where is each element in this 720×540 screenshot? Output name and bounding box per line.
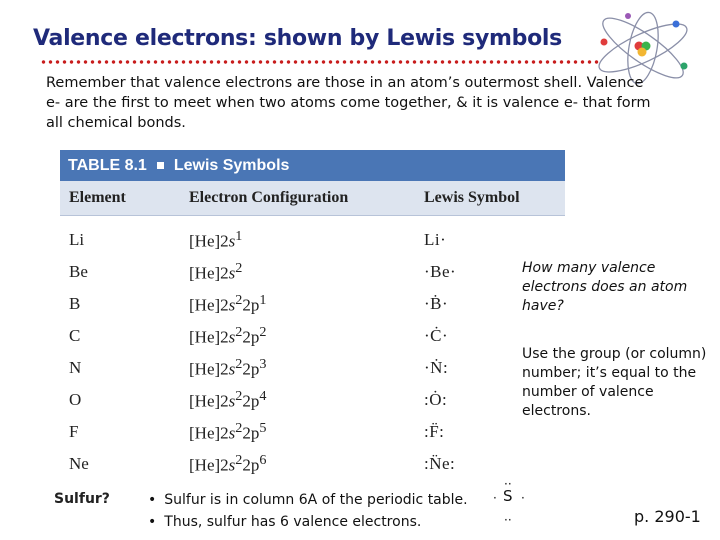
table-row	[60, 256, 565, 288]
sulfur-lewis-symbol	[490, 478, 530, 528]
sulfur-symbol: S	[503, 487, 513, 505]
symbol-cell: ·Ċ·	[424, 326, 449, 345]
sulfur-label: Sulfur?	[54, 491, 110, 507]
config-cell: $[He]2s^2$	[189, 260, 243, 283]
config-cell: $[He]2s^1$	[189, 228, 243, 251]
table-row	[60, 224, 565, 256]
table-row	[60, 352, 565, 384]
config-cell: $[He]2s^22p^1$	[189, 292, 267, 315]
element-cell: C	[69, 326, 81, 345]
config-cell: $[He]2s^22p^3$	[189, 356, 267, 379]
table-row	[60, 384, 565, 416]
square-icon	[157, 162, 164, 169]
table-subtitle: Lewis Symbols	[173, 156, 290, 174]
symbol-cell: ·Ṅ:	[424, 358, 449, 377]
column-headers	[60, 181, 565, 216]
element-cell: N	[69, 358, 82, 377]
intro-text: Remember that valence electrons are those in an atom’s outermost shell. Valence e- are the first to meet when two atoms come together, & it is valence e- that form all chemical bonds.	[46, 75, 651, 131]
electron-dots-bottom: ··	[504, 513, 512, 527]
bullet-item: • Thus, sulfur has 6 valence electrons.	[148, 511, 468, 533]
element-cell: Li	[69, 230, 85, 249]
table-row	[60, 320, 565, 352]
slide-title: Valence electrons: shown by Lewis symbols	[33, 26, 562, 51]
lewis-table	[60, 150, 565, 478]
config-cell: $[He]2s^22p^4$	[189, 388, 267, 411]
answer-text: Use the group (or column) number; it’s equal to the number of valence electrons.	[522, 346, 707, 419]
element-cell: F	[69, 422, 79, 441]
table-row	[60, 416, 565, 448]
bullet-item: • Sulfur is in column 6A of the periodic table.	[148, 489, 468, 511]
column-header-symbol: Lewis Symbol	[424, 189, 520, 206]
table-header	[60, 150, 565, 181]
symbol-cell: :F̈:	[424, 422, 445, 441]
config-cell: $[He]2s^22p^2$	[189, 324, 267, 347]
symbol-cell: :Ȯ:	[424, 390, 448, 409]
electron-dot-left: ·	[493, 491, 497, 505]
electron-dot-right: ·	[521, 491, 525, 505]
dotted-divider	[40, 58, 600, 66]
symbol-cell: Li·	[424, 230, 447, 249]
element-cell: B	[69, 294, 81, 313]
column-header-config: Electron Configuration	[189, 189, 349, 206]
config-cell: $[He]2s^22p^5$	[189, 420, 267, 443]
config-cell: $[He]2s^22p^6$	[189, 452, 267, 475]
element-cell: Be	[69, 262, 88, 281]
question-text: How many valence electrons does an atom have?	[522, 260, 688, 314]
electron-dots-top: ··	[504, 477, 512, 491]
symbol-cell: ·Ḃ·	[424, 294, 449, 313]
symbol-cell: ·Be·	[424, 262, 457, 281]
element-cell: Ne	[69, 454, 89, 473]
table-body	[60, 216, 565, 480]
table-number: TABLE 8.1	[68, 156, 147, 174]
table-row	[60, 448, 565, 480]
symbol-cell: :N̈e:	[424, 454, 456, 473]
page-reference: p. 290-1	[634, 507, 701, 526]
table-row	[60, 288, 565, 320]
sulfur-bullets	[148, 489, 468, 533]
column-header-element: Element	[69, 189, 126, 206]
element-cell: O	[69, 390, 82, 409]
